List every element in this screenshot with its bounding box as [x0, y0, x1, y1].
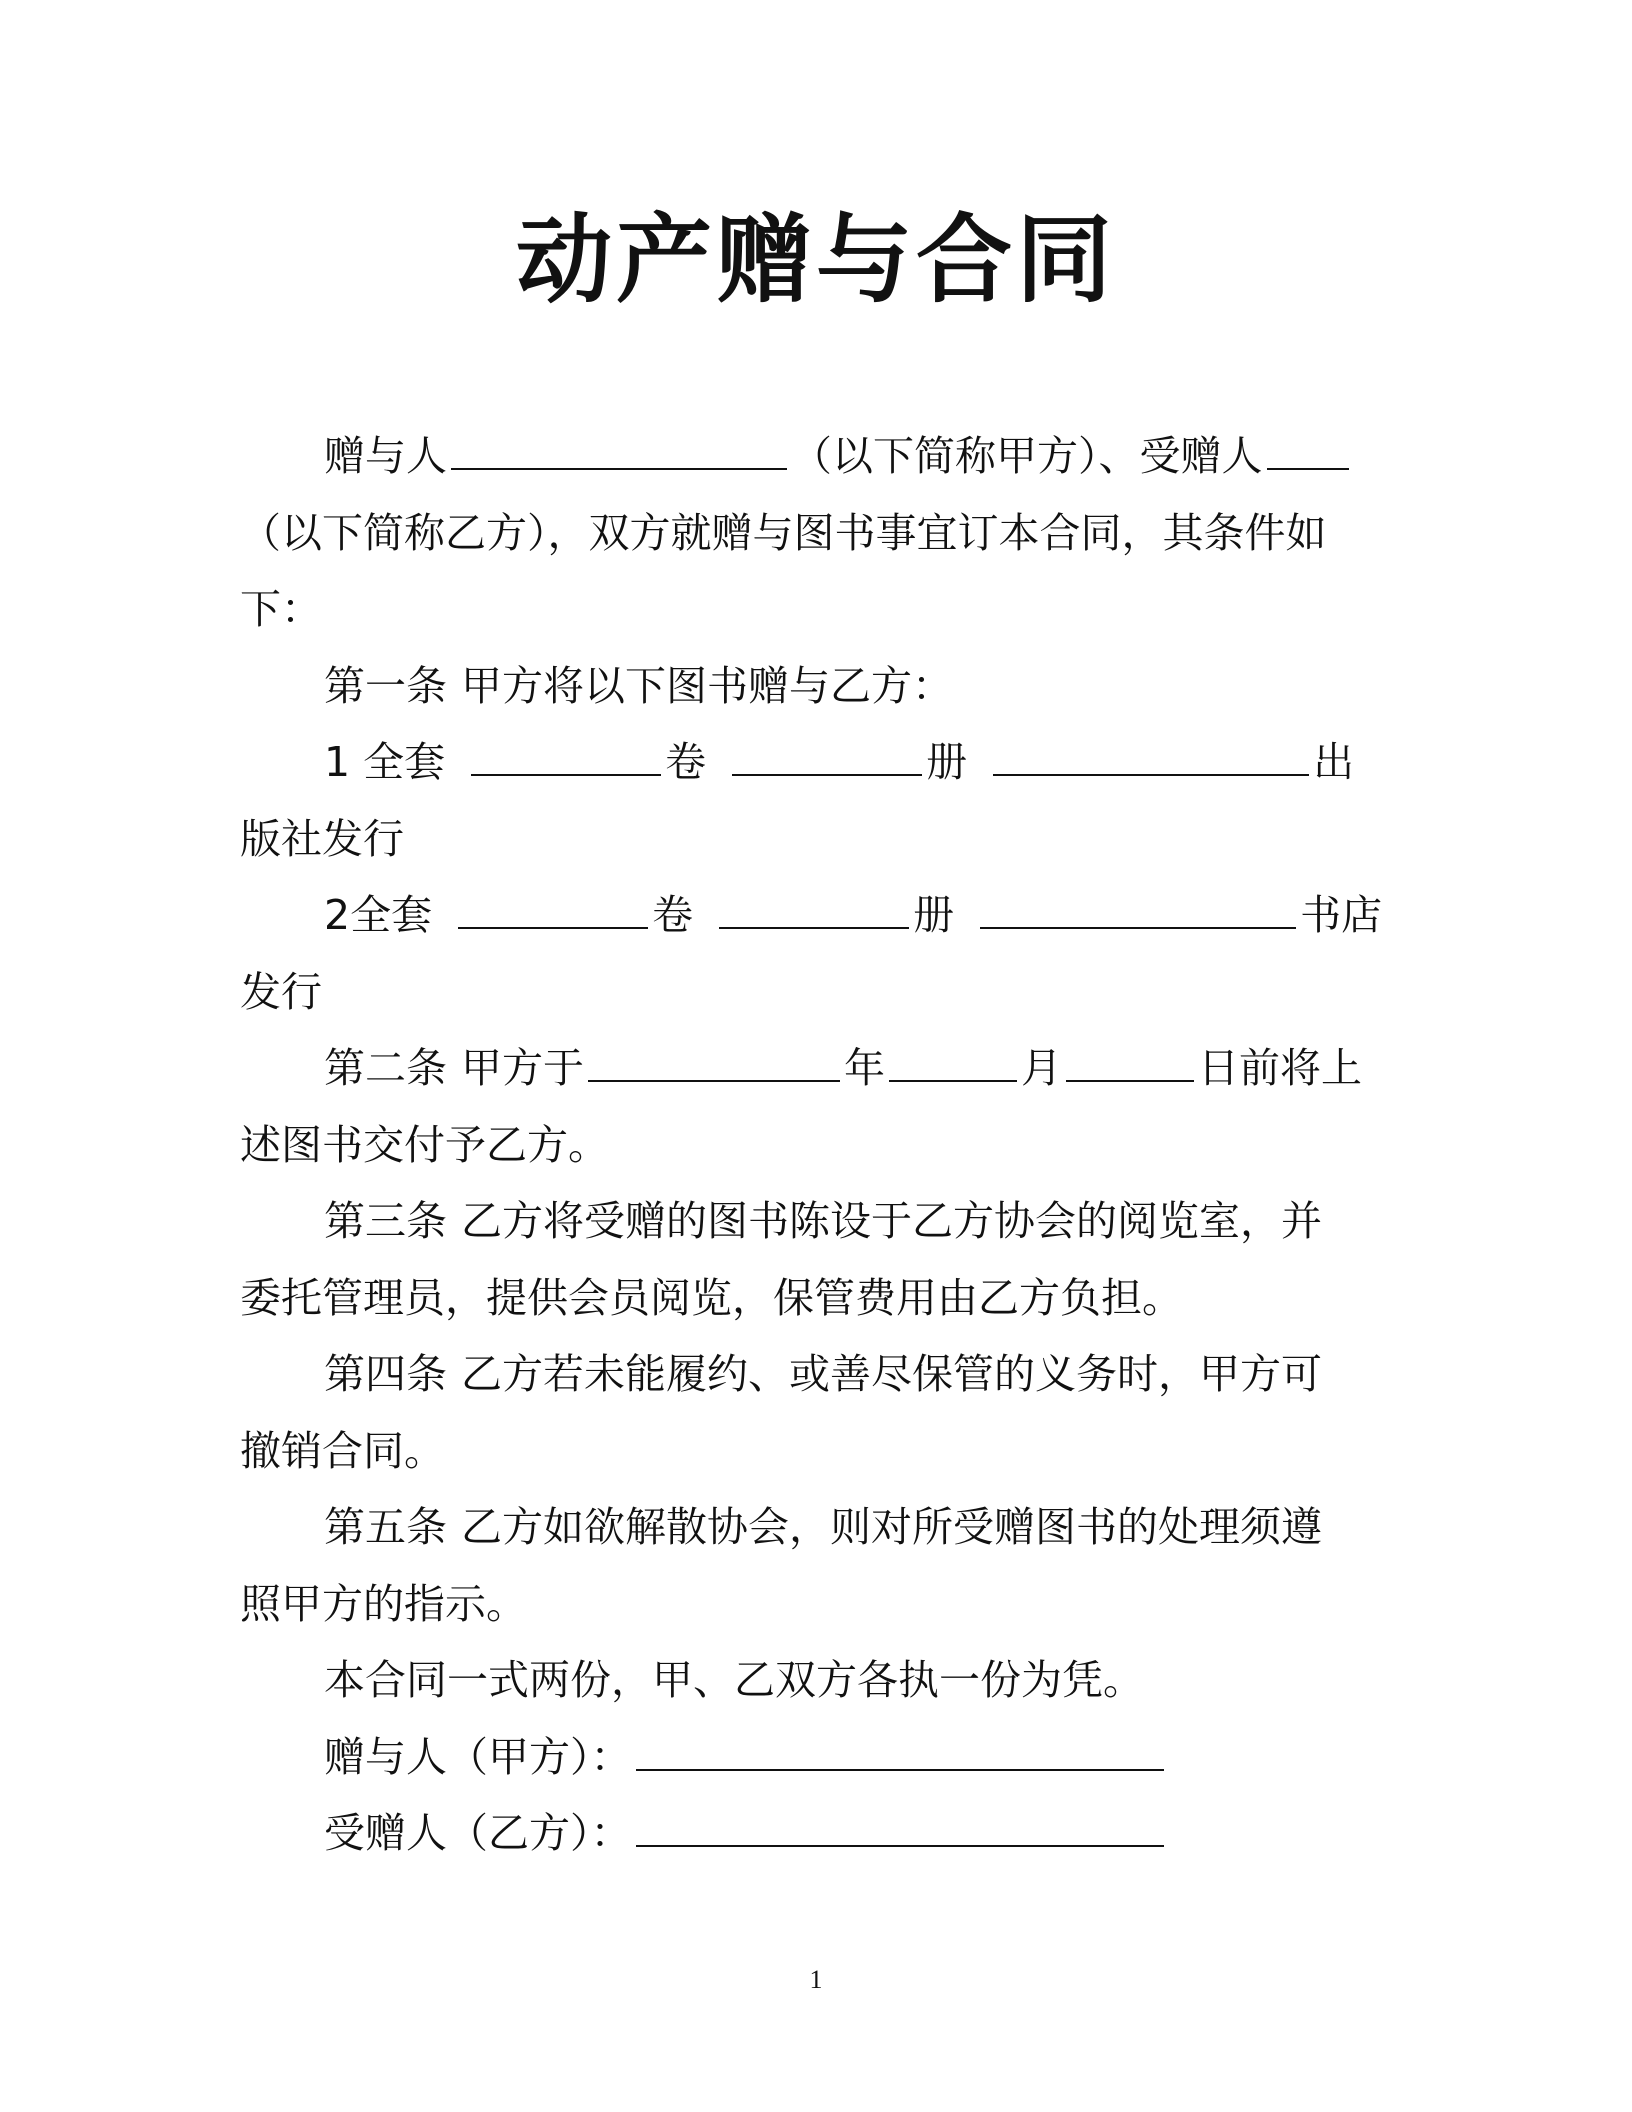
article-2: [240, 1030, 1375, 1107]
article-1-number: 第一条: [324, 661, 447, 710]
article-2-number: 第二条: [324, 1044, 447, 1092]
article-4-line1: 乙方若未能履约、或善尽保管的义务时，甲方可: [461, 1350, 1322, 1398]
item-1-publisher-suffix: 出: [1313, 738, 1355, 786]
article-4-continuation: [240, 1413, 1375, 1490]
intro-paragraph: [240, 418, 1375, 495]
intro-continuation: [240, 495, 1375, 648]
article-1: [240, 648, 1375, 725]
donor-signature-blank: [636, 1721, 1164, 1771]
item-1-prefix: 1 全套: [324, 738, 446, 786]
month-blank: [889, 1032, 1017, 1082]
article-5-continuation: [240, 1566, 1375, 1643]
article-1-text: 甲方将以下图书赠与乙方：: [461, 661, 953, 710]
article-3-line1: 乙方将受赠的图书陈设于乙方协会的阅览室，并: [461, 1197, 1322, 1245]
article-2-pre: 甲方于: [461, 1044, 584, 1092]
donor-signature-line: [240, 1719, 1375, 1796]
item-2-tail: 发行: [240, 967, 322, 1016]
item-2-book-label: 册: [913, 891, 955, 939]
item-2-continuation: [240, 954, 1375, 1031]
article-4-line2: 撤销合同。: [240, 1426, 445, 1475]
closing-paragraph: [240, 1642, 1375, 1719]
item-1-volume-label: 卷: [665, 738, 707, 786]
item-2-book-blank: [719, 879, 909, 929]
item-1-book-label: 册: [926, 738, 968, 786]
article-5-number: 第五条: [324, 1503, 447, 1551]
month-label: 月: [1021, 1044, 1062, 1092]
item-1-book-blank: [732, 726, 922, 776]
donee-signature-blank: [636, 1797, 1164, 1847]
article-3: [240, 1183, 1375, 1260]
day-blank: [1066, 1032, 1194, 1082]
item-1-volume-blank: [471, 726, 661, 776]
item-2: [240, 877, 1383, 954]
item-2-store-suffix: 书店: [1300, 891, 1383, 939]
item-2-store-blank: [980, 879, 1296, 929]
article-3-line2: 委托管理员，提供会员阅览，保管费用由乙方负担。: [240, 1273, 1183, 1322]
item-2-volume-label: 卷: [652, 891, 694, 939]
article-4: [240, 1336, 1375, 1413]
donor-label: 赠与人: [324, 432, 447, 480]
year-label: 年: [844, 1044, 885, 1092]
article-2-post: 日前将上: [1198, 1044, 1362, 1092]
article-2-tail: 述图书交付予乙方。: [240, 1120, 609, 1169]
contract-body: [240, 418, 1383, 1872]
article-5: [240, 1489, 1375, 1566]
document-title: 动产赠与合同: [516, 204, 1116, 316]
closing-text: 本合同一式两份，甲、乙双方各执一份为凭。: [324, 1656, 1144, 1704]
article-2-continuation: [240, 1107, 1375, 1184]
page-number: 1: [809, 1965, 823, 1994]
article-3-continuation: [240, 1260, 1375, 1337]
item-1: [240, 724, 1375, 801]
item-1-tail: 版社发行: [240, 814, 404, 863]
article-3-number: 第三条: [324, 1197, 447, 1245]
item-1-publisher-blank: [993, 726, 1309, 776]
donor-signature-label: 赠与人（甲方）：: [324, 1732, 632, 1781]
item-2-volume-blank: [458, 879, 648, 929]
item-2-prefix: 2全套: [324, 891, 433, 939]
intro-mid-text: （以下简称甲方）、受赠人: [791, 432, 1263, 480]
donee-signature-label: 受赠人（乙方）：: [324, 1809, 632, 1857]
donee-signature-line: [240, 1795, 1375, 1872]
donee-name-blank: [1267, 420, 1349, 470]
article-4-number: 第四条: [324, 1350, 447, 1398]
donor-name-blank: [451, 420, 787, 470]
intro-rest-line: （以下简称乙方），双方就赠与图书事宜订本合同，其条件如: [240, 508, 1327, 557]
intro-end: 下：: [240, 585, 322, 633]
article-5-line1: 乙方如欲解散协会，则对所受赠图书的处理须遵: [461, 1503, 1322, 1551]
article-5-line2: 照甲方的指示。: [240, 1579, 527, 1628]
year-blank: [588, 1032, 840, 1082]
item-1-continuation: [240, 801, 1375, 878]
